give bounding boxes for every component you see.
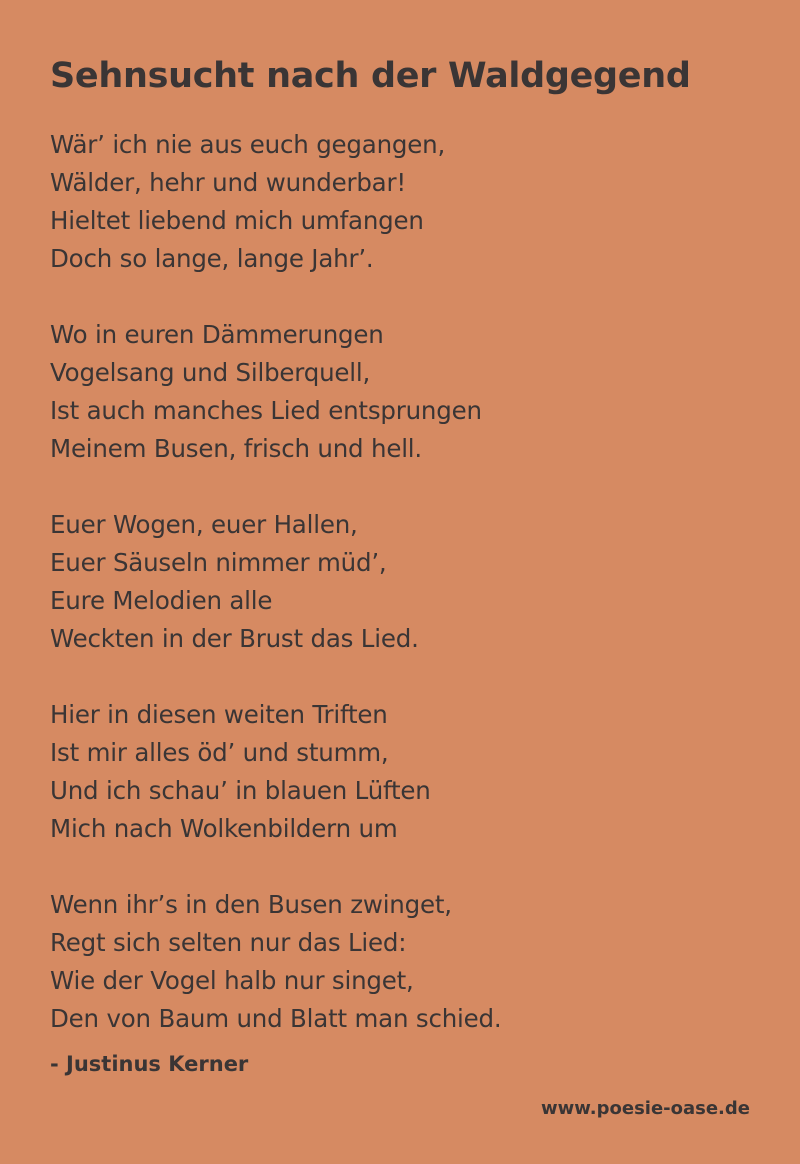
poem-title: Sehnsucht nach der Waldgegend [50, 56, 691, 96]
stanza-2 [50, 316, 750, 468]
stanza-5 [50, 886, 750, 1038]
poem-line: Doch so lange, lange Jahr’. [50, 244, 374, 273]
poem-line: Hier in diesen weiten Triften [50, 700, 388, 729]
poem-line: Ist auch manches Lied entsprungen [50, 396, 482, 425]
poem-line: Regt sich selten nur das Lied: [50, 928, 407, 957]
poem-line: Meinem Busen, frisch und hell. [50, 434, 423, 463]
poem-body [50, 126, 750, 1076]
poem-line: Wo in euren Dämmerungen [50, 320, 384, 349]
poem-line: Ist mir alles öd’ und stumm, [50, 738, 389, 767]
poem-line: Weckten in der Brust das Lied. [50, 624, 419, 653]
poem-line: Den von Baum und Blatt man schied. [50, 1004, 502, 1033]
stanza-1 [50, 126, 750, 278]
poem-line: Hieltet liebend mich umfangen [50, 206, 424, 235]
poem-line: Und ich schau’ in blauen Lüften [50, 776, 431, 805]
poem-line: Vogelsang und Silberquell, [50, 358, 371, 387]
poem-line: Eure Melodien alle [50, 586, 273, 615]
stanza-4 [50, 696, 750, 848]
poem-line: Euer Säuseln nimmer müd’, [50, 548, 387, 577]
poem-line: Mich nach Wolkenbildern um [50, 814, 398, 843]
poem-author: - Justinus Kerner [50, 1052, 249, 1076]
website-credit: www.poesie-oase.de [541, 1098, 750, 1119]
stanza-3 [50, 506, 750, 658]
poem-line: Wär’ ich nie aus euch gegangen, [50, 130, 446, 159]
poem-line: Wälder, hehr und wunderbar! [50, 168, 406, 197]
poem-line: Euer Wogen, euer Hallen, [50, 510, 358, 539]
poem-line: Wie der Vogel halb nur singet, [50, 966, 414, 995]
poem-line: Wenn ihr’s in den Busen zwinget, [50, 890, 452, 919]
